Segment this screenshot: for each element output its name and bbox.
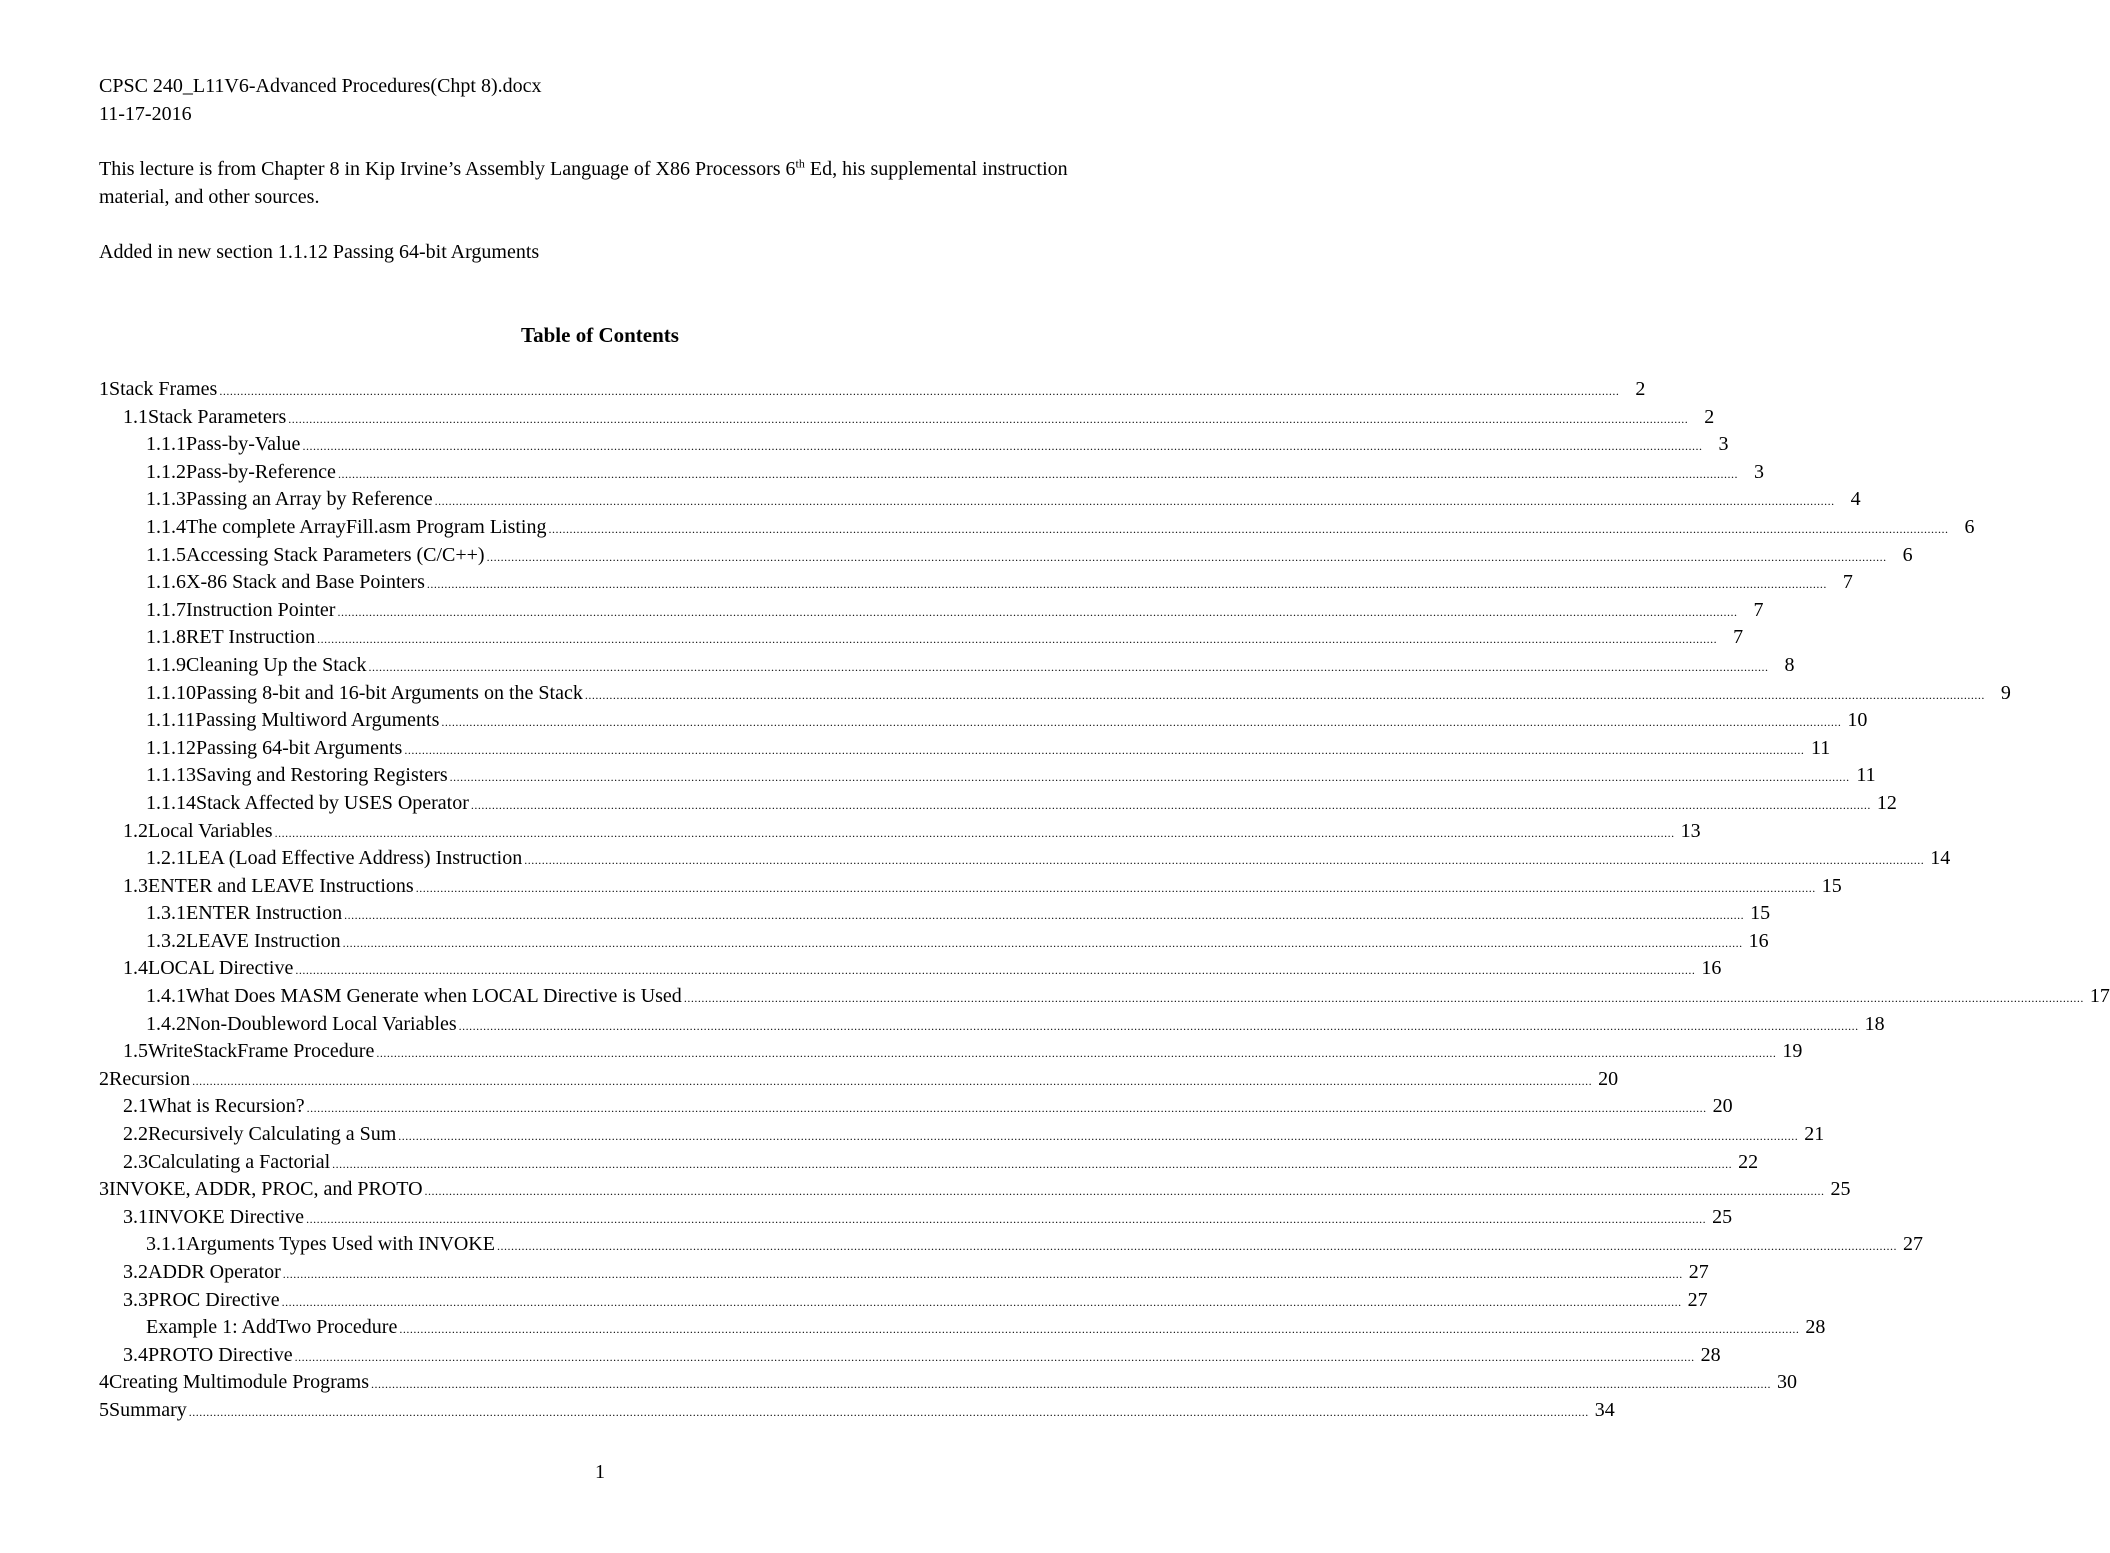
toc-entry-title: Arguments Types Used with INVOKE — [186, 1233, 495, 1256]
toc-entry[interactable] — [99, 486, 1861, 514]
toc-dot-leader: ................................................................................................................................................................................................................................................................................................................................................................................................................ — [274, 825, 1675, 840]
toc-dot-leader: ................................................................................................................................................................................................................................................................................................................................................................................................................ — [424, 1184, 1825, 1199]
toc-entry-number: 1.3 — [123, 874, 148, 897]
toc-dot-leader: ................................................................................................................................................................................................................................................................................................................................................................................................................ — [337, 466, 1738, 481]
toc-entry-page: 9 — [2000, 681, 2011, 704]
toc-entry-number: 1.1.13 — [146, 764, 196, 787]
toc-entry-title: Passing 8-bit and 16-bit Arguments on the Stack — [196, 681, 583, 704]
toc-entry-title: Recursion — [109, 1067, 191, 1090]
toc-entry-page: 3 — [1718, 433, 1729, 456]
toc-entry-page: 15 — [1821, 874, 1842, 897]
toc-entry[interactable] — [99, 1231, 1923, 1259]
document-header — [99, 72, 542, 128]
toc-entry[interactable] — [99, 1176, 1851, 1204]
toc-dot-leader: ................................................................................................................................................................................................................................................................................................................................................................................................................ — [399, 1322, 1800, 1337]
toc-entry-title: What is Recursion? — [148, 1095, 305, 1118]
toc-entry-page: 2 — [1704, 405, 1715, 428]
toc-entry[interactable] — [99, 652, 1795, 680]
toc-entry-number: 3.3 — [123, 1288, 148, 1311]
toc-entry-page: 16 — [1701, 957, 1722, 980]
toc-entry-page: 27 — [1688, 1261, 1709, 1283]
toc-dot-leader: ................................................................................................................................................................................................................................................................................................................................................................................................................ — [434, 494, 1835, 509]
table-of-contents — [99, 376, 2110, 1425]
toc-entry-title: Passing Multiword Arguments — [195, 709, 440, 732]
toc-dot-leader: ................................................................................................................................................................................................................................................................................................................................................................................................................ — [524, 853, 1925, 868]
toc-entry-page: 20 — [1712, 1095, 1733, 1118]
toc-entry-number: 2.2 — [123, 1123, 148, 1146]
toc-entry-number: 1.1.1 — [146, 433, 186, 456]
toc-entry-page: 17 — [2089, 985, 2110, 1008]
toc-entry-number: 1.1.9 — [146, 653, 186, 676]
toc-entry-number: 2.3 — [123, 1150, 148, 1173]
toc-entry-title: The complete ArrayFill.asm Program Listing — [186, 515, 547, 538]
toc-entry-number: 3.1 — [123, 1205, 148, 1228]
toc-entry-number: 1.1.14 — [146, 791, 196, 814]
document-filename: CPSC 240_L11V6-Advanced Procedures(Chpt 8).docx — [99, 75, 542, 97]
toc-entry-page: 13 — [1680, 819, 1701, 842]
toc-dot-leader: ................................................................................................................................................................................................................................................................................................................................................................................................................ — [415, 880, 1816, 895]
toc-entry-title: LOCAL Directive — [148, 957, 294, 980]
toc-entry-title: Pass-by-Value — [186, 433, 301, 456]
toc-dot-leader: ................................................................................................................................................................................................................................................................................................................................................................................................................ — [294, 1349, 1695, 1364]
toc-dot-leader: ................................................................................................................................................................................................................................................................................................................................................................................................................ — [584, 687, 1985, 702]
toc-entry[interactable] — [99, 431, 1729, 459]
toc-dot-leader: ................................................................................................................................................................................................................................................................................................................................................................................................................ — [344, 908, 1745, 923]
toc-dot-leader: ................................................................................................................................................................................................................................................................................................................................................................................................................ — [376, 1046, 1777, 1061]
toc-entry-page: 4 — [1850, 488, 1861, 511]
toc-entry-page: 10 — [1847, 709, 1868, 732]
toc-entry[interactable] — [99, 624, 1744, 652]
toc-entry-title: LEA (Load Effective Address) Instruction — [186, 847, 523, 870]
toc-entry-title: Summary — [109, 1398, 187, 1421]
toc-dot-leader: ................................................................................................................................................................................................................................................................................................................................................................................................................ — [458, 1018, 1859, 1033]
toc-entry[interactable] — [99, 680, 2011, 708]
toc-dot-leader: ................................................................................................................................................................................................................................................................................................................................................................................................................ — [548, 521, 1949, 536]
toc-entry-title: ADDR Operator — [148, 1261, 281, 1283]
toc-dot-leader: ................................................................................................................................................................................................................................................................................................................................................................................................................ — [426, 577, 1827, 592]
toc-entry-number: 5 — [99, 1398, 109, 1421]
toc-entry-number: 1.1.5 — [146, 543, 186, 566]
intro-paragraph — [99, 155, 1109, 211]
toc-entry-page: 27 — [1902, 1233, 1923, 1256]
toc-entry[interactable] — [99, 735, 1831, 763]
toc-entry-title: Saving and Restoring Registers — [196, 764, 448, 787]
toc-entry-page: 15 — [1750, 902, 1771, 925]
toc-entry-number: 1.1.8 — [146, 626, 186, 649]
toc-entry-title: X-86 Stack and Base Pointers — [186, 571, 425, 594]
toc-entry[interactable] — [99, 1397, 1615, 1425]
toc-entry-page: 12 — [1876, 791, 1897, 814]
toc-dot-leader: ................................................................................................................................................................................................................................................................................................................................................................................................................ — [441, 715, 1842, 730]
toc-entry-number: 1.4 — [123, 957, 148, 980]
toc-entry-page: 28 — [1805, 1316, 1826, 1339]
toc-entry-page: 25 — [1712, 1205, 1733, 1228]
toc-dot-leader: ................................................................................................................................................................................................................................................................................................................................................................................................................ — [281, 1294, 1682, 1309]
toc-entry-title: Example 1: AddTwo Procedure — [146, 1316, 398, 1339]
toc-entry[interactable] — [99, 873, 1842, 901]
toc-entry-title: RET Instruction — [186, 626, 316, 649]
toc-entry[interactable] — [99, 983, 2110, 1011]
toc-dot-leader: ................................................................................................................................................................................................................................................................................................................................................................................................................ — [449, 770, 1850, 785]
toc-dot-leader: ................................................................................................................................................................................................................................................................................................................................................................................................................ — [342, 935, 1743, 950]
toc-entry-title: Local Variables — [148, 819, 273, 842]
toc-entry-title: What Does MASM Generate when LOCAL Directive is Used — [186, 985, 682, 1008]
toc-entry-title: Passing an Array by Reference — [186, 488, 433, 511]
toc-entry[interactable] — [99, 376, 1646, 404]
toc-entry-title: Pass-by-Reference — [186, 460, 336, 483]
toc-entry-page: 21 — [1804, 1123, 1825, 1146]
toc-entry-number: 1.1.11 — [146, 709, 196, 732]
toc-entry[interactable] — [99, 928, 1769, 956]
toc-entry-number: 1.3.2 — [146, 929, 186, 952]
toc-entry-title: INVOKE, ADDR, PROC, and PROTO — [109, 1178, 423, 1201]
toc-entry-number: 1.4.1 — [146, 985, 186, 1008]
toc-entry-title: ENTER Instruction — [186, 902, 343, 925]
toc-entry-number: 1.1 — [123, 405, 148, 428]
toc-entry-number: 3.1.1 — [146, 1233, 186, 1256]
toc-entry-page: 6 — [1964, 515, 1975, 538]
toc-entry-number: 1 — [99, 378, 109, 400]
toc-entry[interactable] — [99, 1093, 1733, 1121]
toc-entry[interactable] — [99, 1038, 1803, 1066]
toc-entry-page: 25 — [1830, 1178, 1851, 1201]
toc-dot-leader: ................................................................................................................................................................................................................................................................................................................................................................................................................ — [404, 742, 1805, 757]
toc-dot-leader: ................................................................................................................................................................................................................................................................................................................................................................................................................ — [188, 1404, 1589, 1419]
toc-entry[interactable] — [99, 1369, 1797, 1397]
toc-entry-page: 3 — [1753, 460, 1764, 483]
toc-entry-title: INVOKE Directive — [148, 1205, 305, 1228]
toc-dot-leader: ................................................................................................................................................................................................................................................................................................................................................................................................................ — [370, 1377, 1771, 1392]
toc-entry-page: 7 — [1842, 571, 1853, 594]
toc-entry-number: 1.1.10 — [146, 681, 196, 704]
toc-entry-page: 7 — [1753, 598, 1764, 621]
toc-entry[interactable] — [99, 1204, 1733, 1232]
toc-entry[interactable] — [99, 762, 1876, 790]
toc-title: Table of Contents — [521, 323, 679, 347]
toc-entry[interactable] — [99, 818, 1701, 846]
intro-superscript: th — [795, 156, 805, 171]
toc-entry-number: 3.2 — [123, 1261, 148, 1283]
toc-entry-title: Cleaning Up the Stack — [186, 653, 367, 676]
toc-entry-page: 22 — [1738, 1150, 1759, 1173]
toc-entry[interactable] — [99, 1342, 1721, 1370]
toc-entry[interactable] — [99, 707, 1868, 735]
toc-entry-number: 1.1.3 — [146, 488, 186, 511]
toc-entry-title: WriteStackFrame Procedure — [148, 1040, 375, 1063]
toc-dot-leader: ................................................................................................................................................................................................................................................................................................................................................................................................................ — [219, 384, 1620, 398]
toc-entry[interactable] — [99, 459, 1764, 487]
toc-entry[interactable] — [99, 1121, 1825, 1149]
toc-entry-title: Instruction Pointer — [186, 598, 336, 621]
toc-entry-page: 19 — [1782, 1040, 1803, 1063]
toc-entry[interactable] — [99, 845, 1951, 873]
toc-entry-title: Recursively Calculating a Sum — [148, 1123, 397, 1146]
toc-dot-leader: ................................................................................................................................................................................................................................................................................................................................................................................................................ — [496, 1239, 1897, 1254]
toc-entry-number: 1.1.6 — [146, 571, 186, 594]
toc-dot-leader: ................................................................................................................................................................................................................................................................................................................................................................................................................ — [683, 991, 2084, 1006]
toc-entry-title: Accessing Stack Parameters (C/C++) — [186, 543, 485, 566]
toc-dot-leader: ................................................................................................................................................................................................................................................................................................................................................................................................................ — [470, 797, 1871, 812]
toc-entry-number: 1.3.1 — [146, 902, 186, 925]
toc-entry-page: 34 — [1594, 1398, 1615, 1421]
toc-dot-leader: ................................................................................................................................................................................................................................................................................................................................................................................................................ — [337, 604, 1738, 619]
toc-entry-page: 2 — [1635, 378, 1646, 400]
toc-entry[interactable] — [99, 1314, 1826, 1342]
toc-entry[interactable] — [99, 1259, 1709, 1287]
toc-entry-title: ENTER and LEAVE Instructions — [148, 874, 414, 897]
toc-entry[interactable] — [99, 542, 1913, 570]
intro-text-continued: Ed, his supplemental instruction material, and other sources. — [99, 158, 1068, 208]
toc-entry-number: 4 — [99, 1371, 109, 1394]
toc-entry-page: 8 — [1784, 653, 1795, 676]
toc-entry[interactable] — [99, 1066, 1619, 1094]
toc-entry-page: 18 — [1864, 1012, 1885, 1035]
toc-dot-leader: ................................................................................................................................................................................................................................................................................................................................................................................................................ — [317, 632, 1718, 647]
toc-entry-page: 14 — [1930, 847, 1951, 870]
toc-entry-title: Passing 64-bit Arguments — [196, 736, 403, 759]
added-note: Added in new section 1.1.12 Passing 64-bit Arguments — [99, 241, 540, 263]
toc-entry-number: 2 — [99, 1067, 109, 1090]
toc-entry-number: 2.1 — [123, 1095, 148, 1118]
toc-entry-title: Stack Frames — [109, 378, 218, 400]
toc-dot-leader: ................................................................................................................................................................................................................................................................................................................................................................................................................ — [306, 1101, 1707, 1116]
toc-entry[interactable] — [99, 900, 1771, 928]
toc-dot-leader: ................................................................................................................................................................................................................................................................................................................................................................................................................ — [398, 1129, 1799, 1144]
toc-entry-page: 11 — [1856, 764, 1876, 787]
toc-entry-number: 3.4 — [123, 1343, 148, 1366]
toc-entry-number: 1.5 — [123, 1040, 148, 1063]
page-number: 1 — [595, 1461, 605, 1483]
toc-dot-leader: ................................................................................................................................................................................................................................................................................................................................................................................................................ — [332, 1156, 1733, 1171]
toc-entry-number: 1.2.1 — [146, 847, 186, 870]
toc-entry-title: Stack Parameters — [148, 405, 287, 428]
toc-entry-page: 27 — [1687, 1288, 1708, 1311]
toc-entry-title: Calculating a Factorial — [148, 1150, 331, 1173]
toc-entry-number: 3 — [99, 1178, 109, 1201]
toc-entry-page: 16 — [1748, 929, 1769, 952]
toc-entry[interactable] — [99, 514, 1975, 542]
toc-entry-page: 30 — [1776, 1371, 1797, 1394]
toc-entry-page: 6 — [1902, 543, 1913, 566]
toc-entry[interactable] — [99, 1011, 1885, 1039]
toc-dot-leader: ................................................................................................................................................................................................................................................................................................................................................................................................................ — [288, 411, 1689, 426]
toc-entry-number: 1.4.2 — [146, 1012, 186, 1035]
toc-entry-page: 20 — [1598, 1067, 1619, 1090]
toc-entry[interactable] — [99, 569, 1853, 597]
toc-entry-number: 1.1.4 — [146, 515, 186, 538]
toc-entry[interactable] — [99, 1149, 1759, 1177]
toc-entry-title: PROTO Directive — [148, 1343, 293, 1366]
toc-dot-leader: ................................................................................................................................................................................................................................................................................................................................................................................................................ — [295, 963, 1696, 978]
toc-dot-leader: ................................................................................................................................................................................................................................................................................................................................................................................................................ — [302, 439, 1703, 454]
toc-entry[interactable] — [99, 790, 1897, 818]
toc-entry-page: 11 — [1811, 736, 1831, 759]
toc-entry-number: 1.1.7 — [146, 598, 186, 621]
toc-entry-number: 1.2 — [123, 819, 148, 842]
toc-entry[interactable] — [99, 955, 1722, 983]
toc-entry-title: LEAVE Instruction — [186, 929, 341, 952]
toc-dot-leader: ................................................................................................................................................................................................................................................................................................................................................................................................................ — [192, 1073, 1593, 1088]
toc-dot-leader: ................................................................................................................................................................................................................................................................................................................................................................................................................ — [368, 659, 1769, 674]
toc-dot-leader: ................................................................................................................................................................................................................................................................................................................................................................................................................ — [486, 549, 1887, 564]
toc-entry-title: Stack Affected by USES Operator — [196, 791, 469, 814]
toc-dot-leader: ................................................................................................................................................................................................................................................................................................................................................................................................................ — [282, 1267, 1683, 1281]
intro-text: This lecture is from Chapter 8 in Kip Irvine’s Assembly Language of X86 Processors 6 — [99, 158, 796, 180]
toc-entry-page: 28 — [1700, 1343, 1721, 1366]
toc-entry-number: 1.1.2 — [146, 460, 186, 483]
toc-entry-title: PROC Directive — [148, 1288, 280, 1311]
document-date: 11-17-2016 — [99, 103, 192, 125]
toc-entry[interactable] — [99, 404, 1715, 432]
toc-dot-leader: ................................................................................................................................................................................................................................................................................................................................................................................................................ — [306, 1211, 1707, 1226]
toc-entry-number: 1.1.12 — [146, 736, 196, 759]
toc-entry[interactable] — [99, 597, 1764, 625]
toc-entry-page: 7 — [1733, 626, 1744, 649]
toc-entry-title: Creating Multimodule Programs — [109, 1371, 369, 1394]
toc-entry-title: Non-Doubleword Local Variables — [186, 1012, 457, 1035]
toc-entry[interactable] — [99, 1287, 1708, 1315]
